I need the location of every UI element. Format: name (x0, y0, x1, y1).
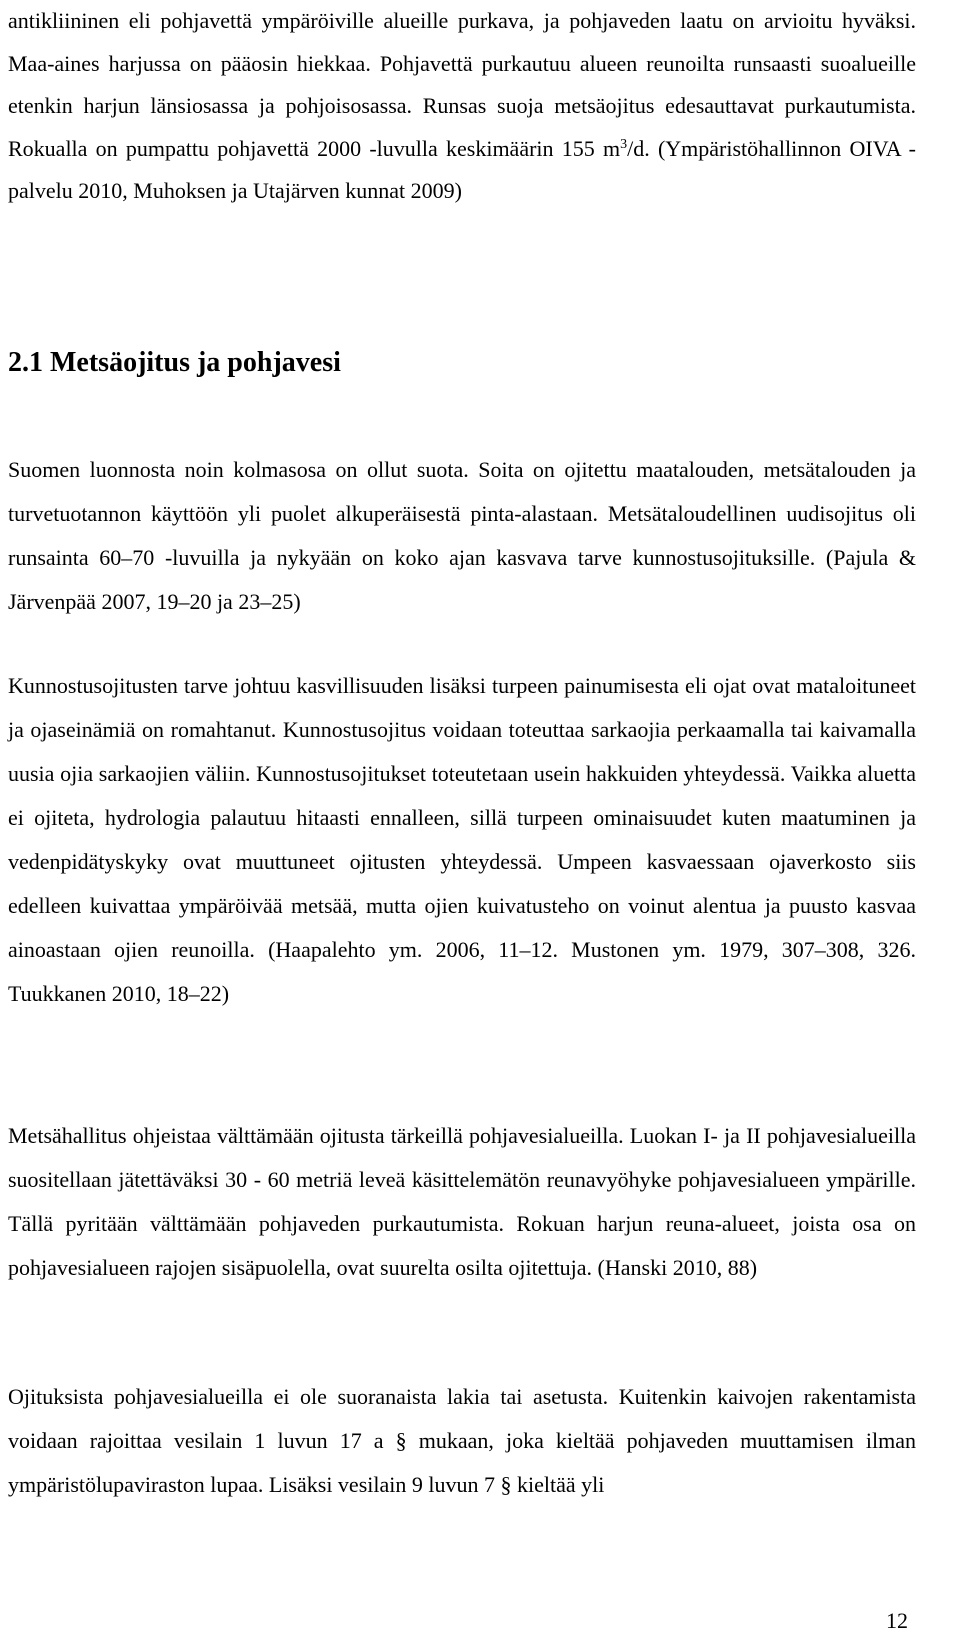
intro-text-continued: /d. (Ympäristöhallinnon OIVA -palvelu 2010, Muhoksen ja Utajärven kunnat 2009) (8, 135, 916, 204)
intro-text: antikliininen eli pohjavettä ympäröiville alueille purkava, ja pohjaveden laatu on arvioitu hyväksi. Maa-aines harjussa on pääosin hiekkaa. Pohjavettä purkautuu alueen reunoilta runsaasti suoalueille etenkin harjun länsiosassa ja pohjoisosassa. Runsas suoja metsäojitus edesauttavat purkautumista. Rokualla on pumpattu pohjavettä 2000 -luvulla keskimäärin 155 m (8, 8, 916, 161)
superscript-exponent: 3 (620, 136, 628, 152)
page-number: 12 (886, 1608, 908, 1633)
paragraph-suot: Suomen luonnosta noin kolmasosa on ollut suota. Soita on ojitettu maatalouden, metsätalouden ja turvetuotannon käyttöön yli puolet alkuperäisestä pinta-alastaan. Metsätaloudellinen uudisojitus oli runsainta 60–70 -luvuilla ja nykyään on koko ajan kasvava tarve kunnostusojituksille. (Pajula & Järvenpää 2007, 19–20 ja 23–25) (8, 457, 916, 614)
section-heading: 2.1 Metsäojitus ja pohjavesi (8, 347, 341, 378)
paragraph-kunnostusojitus: Kunnostusojitusten tarve johtuu kasvillisuuden lisäksi turpeen painumisesta eli ojat ovat mataloituneet ja ojaseinämiä on romahtanut. Kunnostusojitus voidaan toteuttaa sarkaojia perkaamalla tai kaivamalla uusia ojia sarkaojien väliin. Kunnostusojitukset toteutetaan usein hakkuiden yhteydessä. Vaikka aluetta ei ojiteta, hydrologia palautuu hitaasti ennalleen, sillä turpeen ominaisuudet kuten maatuminen ja vedenpidätyskyky ovat muuttuneet ojitusten yhteydessä. Umpeen kasvaessaan ojaverkosto siis edelleen kuivattaa ympäröivää metsää, mutta ojien kuivatusteho on voinut alentua ja puusto kasvaa ainoastaan ojien reunoilla. (Haapalehto ym. 2006, 11–12. Mustonen ym. 1979, 307–308, 326. Tuukkanen 2010, 18–22) (8, 673, 916, 1006)
intro-paragraph (8, 0, 916, 213)
paragraph-vesilaki: Ojituksista pohjavesialueilla ei ole suoranaista lakia tai asetusta. Kuitenkin kaivojen rakentamista voidaan rajoittaa vesilain 1 luvun 17 a § mukaan, joka kieltää pohjaveden muuttamisen ilman ympäristölupaviraston lupaa. Lisäksi vesilain 9 luvun 7 § kieltää yli (8, 1384, 916, 1497)
paragraph-metsahallitus: Metsähallitus ohjeistaa välttämään ojitusta tärkeillä pohjavesialueilla. Luokan I- ja II pohjavesialueilla suositellaan jätettäväksi 30 - 60 metriä leveä käsittelemätön reunavyöhyke pohjavesialueen ympärille. Tällä pyritään välttämään pohjaveden purkautumista. Rokuan harjun reuna-alueet, joista osa on pohjavesialueen rajojen sisäpuolella, ovat suurelta osilta ojitettuja. (Hanski 2010, 88) (8, 1123, 916, 1280)
